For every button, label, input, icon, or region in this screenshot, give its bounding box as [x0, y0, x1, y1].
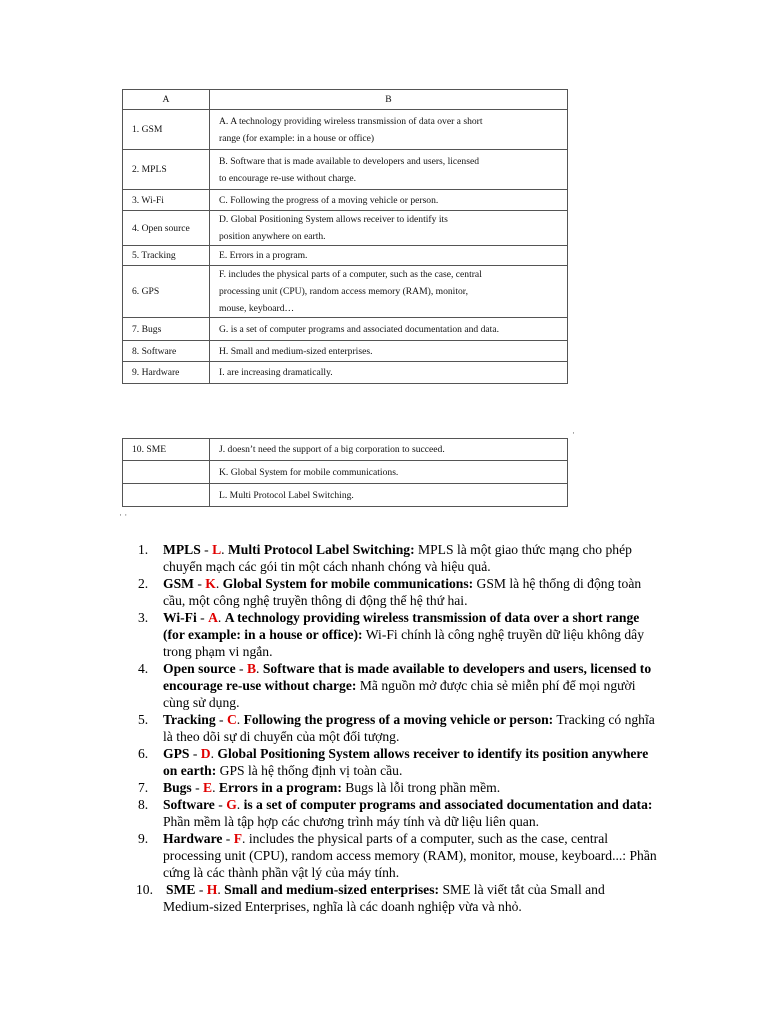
- term-cell: 6. GPS: [123, 266, 210, 318]
- term-cell: 4. Open source: [123, 211, 210, 246]
- table-row: [123, 211, 568, 246]
- answer-explanation: SME là viết tắt của Small and Medium-sized Enterprises, nghĩa là các doanh nghiệp vừa và nhỏ.: [163, 882, 605, 914]
- definition-line: I. are increasing dramatically.: [219, 367, 333, 378]
- answer-term: Hardware: [163, 831, 223, 846]
- answer-explanation: includes the physical parts of a computer, such as the case, central processing unit (CPU), random access memory (RAM), monitor, mouse, keyboard...: Phần cứng là các thành phần vật lý của máy tính.: [163, 831, 657, 880]
- answer-content: Tracking - C. Following the progress of a moving vehicle or person: Tracking có nghĩa là theo dõi sự di chuyển của một đối tượng.: [163, 712, 655, 744]
- answer-item: [138, 881, 658, 915]
- answer-letter: G: [226, 797, 237, 812]
- answer-definition: Global System for mobile communications:: [222, 576, 474, 591]
- term-cell: [123, 484, 210, 507]
- table-row: [123, 150, 568, 190]
- answer-term: Open source: [163, 661, 236, 676]
- answer-explanation: Tracking có nghĩa là theo dõi sự di chuyển của một đối tượng.: [163, 712, 655, 744]
- answer-number: 5.: [138, 712, 149, 727]
- matching-table-continued: [122, 438, 568, 507]
- answer-list: [138, 541, 658, 915]
- answer-letter: A: [208, 610, 218, 625]
- definition-line: L. Multi Protocol Label Switching.: [219, 489, 354, 501]
- answer-explanation: Mã nguồn mở được chia sẻ miễn phí để mọi người cùng sử dụng.: [163, 678, 636, 710]
- answer-number: 3.: [138, 610, 149, 625]
- definition-line: G. is a set of computer programs and associated documentation and data.: [219, 323, 499, 335]
- term-cell: 5. Tracking: [123, 246, 210, 266]
- table-row: [123, 266, 568, 318]
- answer-content: Hardware - F. includes the physical parts of a computer, such as the case, central processing unit (CPU), random access memory (RAM), monitor, mouse, keyboard...: Phần cứng là các thành phần vật lý của máy tính.: [163, 831, 657, 880]
- answer-item: [138, 830, 658, 881]
- definition-cell: [210, 150, 568, 190]
- answer-letter: D: [200, 746, 211, 761]
- term-cell: 9. Hardware: [123, 362, 210, 384]
- table-row: [123, 246, 568, 266]
- definition-line: F. includes the physical parts of a computer, such as the case, central: [219, 269, 482, 280]
- answer-explanation: Wi-Fi chính là công nghệ truyền dữ liệu không dây trong phạm vi ngắn.: [163, 627, 645, 659]
- answer-explanation: Phần mềm là tập hợp các chương trình máy tính và dữ liệu liên quan.: [163, 814, 540, 829]
- definition-line: J. doesn’t need the support of a big corporation to succeed.: [219, 444, 445, 455]
- definition-line: range (for example: in a house or office): [219, 132, 375, 144]
- answer-definition: Small and medium-sized enterprises:: [224, 882, 440, 897]
- term-cell: 7. Bugs: [123, 318, 210, 341]
- answer-letter: E: [203, 780, 213, 795]
- definition-cell: [210, 341, 568, 362]
- table-row: [123, 110, 568, 150]
- answer-number: 9.: [138, 831, 149, 846]
- answer-item: [138, 575, 658, 609]
- answer-item: [138, 779, 658, 796]
- table-row: [123, 318, 568, 341]
- column-header-b: B: [210, 90, 568, 110]
- answer-explanation: GSM là hệ thống di động toàn cầu, một công nghệ truyền thông di động thế hệ thứ hai.: [163, 576, 642, 608]
- answer-term: Tracking: [163, 712, 216, 727]
- answer-definition: is a set of computer programs and associated documentation and data:: [243, 797, 653, 812]
- answer-number: 2.: [138, 576, 149, 591]
- answer-number: 4.: [138, 661, 149, 676]
- answer-letter: H: [206, 882, 218, 897]
- definition-line: C. Following the progress of a moving vehicle or person.: [219, 194, 439, 206]
- definition-line: mouse, keyboard…: [219, 303, 295, 314]
- term-cell: 3. Wi-Fi: [123, 190, 210, 211]
- answer-number: 6.: [138, 746, 149, 761]
- answer-term: SME: [166, 882, 196, 897]
- answer-item: [138, 745, 658, 779]
- definition-cell: [210, 190, 568, 211]
- answer-number: 1.: [138, 542, 149, 557]
- answer-content: Wi-Fi - A. A technology providing wireless transmission of data over a short range (for example: in a house or office): Wi-Fi chính là công nghệ truyền dữ liệu không dây trong phạm vi ngắn.: [163, 610, 645, 659]
- answer-term: Wi-Fi: [163, 610, 197, 625]
- answer-content: GPS - D. Global Positioning System allows receiver to identify its position anywhere on earth: GPS là hệ thống định vị toàn cầu.: [163, 746, 649, 778]
- term-cell: 8. Software: [123, 341, 210, 362]
- answer-term: GSM: [163, 576, 194, 591]
- definition-line: B. Software that is made available to developers and users, licensed: [219, 155, 480, 167]
- answer-content: Software - G. is a set of computer programs and associated documentation and data: Phần mềm là tập hợp các chương trình máy tính và dữ liệu liên quan.: [163, 797, 653, 829]
- answer-content: GSM - K. Global System for mobile communications: GSM là hệ thống di động toàn cầu, một công nghệ truyền thông di động thế hệ thứ hai.: [163, 576, 642, 608]
- stray-mark: ·: [572, 428, 575, 438]
- answer-definition: A technology providing wireless transmission of data over a short range (for example: in a house or office):: [163, 610, 640, 642]
- definition-line: H. Small and medium-sized enterprises.: [219, 345, 373, 357]
- answer-definition: Global Positioning System allows receiver to identify its position anywhere on earth:: [163, 746, 649, 778]
- term-cell: 2. MPLS: [123, 150, 210, 190]
- answer-item: [138, 660, 658, 711]
- definition-cell: [210, 318, 568, 341]
- answer-explanation: MPLS là một giao thức mạng cho phép chuyển mạch các gói tin một cách nhanh chóng và hiệu quả.: [163, 542, 632, 574]
- definition-line: A. A technology providing wireless transmission of data over a short: [219, 115, 483, 127]
- answer-number: 8.: [138, 797, 149, 812]
- table-row: [123, 484, 568, 507]
- table-row: [123, 362, 568, 384]
- answer-item: [138, 609, 658, 660]
- definition-cell: [210, 461, 568, 484]
- definition-cell: [210, 266, 568, 318]
- definition-line: K. Global System for mobile communications.: [219, 466, 399, 478]
- column-header-a: A: [123, 90, 210, 110]
- answer-definition: Errors in a program:: [218, 780, 342, 795]
- answer-letter: F: [233, 831, 243, 846]
- definition-cell: [210, 110, 568, 150]
- term-cell: [123, 461, 210, 484]
- definition-cell: [210, 484, 568, 507]
- definition-line: position anywhere on earth.: [219, 231, 326, 242]
- answer-term: Software: [163, 797, 215, 812]
- answer-letter: C: [226, 712, 237, 727]
- definition-cell: [210, 439, 568, 461]
- answer-item: [138, 541, 658, 575]
- stray-mark: · ·: [119, 510, 128, 520]
- answer-explanation: GPS là hệ thống định vị toàn cầu.: [219, 763, 403, 778]
- answer-content: MPLS - L. Multi Protocol Label Switching: MPLS là một giao thức mạng cho phép chuyển mạch các gói tin một cách nhanh chóng và hiệu quả.: [163, 542, 632, 574]
- answer-content: Bugs - E. Errors in a program: Bugs là lỗi trong phần mềm.: [163, 780, 501, 795]
- answer-number: 7.: [138, 780, 149, 795]
- answer-term: MPLS: [163, 542, 201, 557]
- definition-line: processing unit (CPU), random access memory (RAM), monitor,: [219, 286, 469, 297]
- table-header-row: [123, 90, 568, 110]
- definition-cell: [210, 246, 568, 266]
- term-cell: 1. GSM: [123, 110, 210, 150]
- answer-number: 10.: [136, 882, 153, 897]
- definition-cell: [210, 211, 568, 246]
- answer-item: [138, 796, 658, 830]
- answer-definition: Multi Protocol Label Switching:: [227, 542, 415, 557]
- answer-letter: K: [205, 576, 216, 591]
- table-row: [123, 461, 568, 484]
- table-row: [123, 341, 568, 362]
- answer-letter: B: [246, 661, 257, 676]
- answer-item: [138, 711, 658, 745]
- matching-table: [122, 89, 568, 384]
- answer-definition: Software that is made available to developers and users, licensed to encourage re-use without charge:: [163, 661, 652, 693]
- answer-term: GPS: [163, 746, 190, 761]
- answer-definition: Following the progress of a moving vehicle or person:: [243, 712, 554, 727]
- answer-content: SME - H. Small and medium-sized enterprises: SME là viết tắt của Small and Medium-sized Enterprises, nghĩa là các doanh nghiệp vừa và nhỏ.: [163, 882, 605, 914]
- definition-cell: [210, 362, 568, 384]
- table-row: [123, 439, 568, 461]
- answer-content: Open source - B. Software that is made available to developers and users, licensed to encourage re-use without charge: Mã nguồn mở được chia sẻ miễn phí để mọi người cùng sử dụng.: [163, 661, 652, 710]
- answer-letter: L: [212, 542, 222, 557]
- table-row: [123, 190, 568, 211]
- definition-line: D. Global Positioning System allows receiver to identify its: [219, 214, 448, 225]
- definition-line: E. Errors in a program.: [219, 250, 308, 261]
- term-cell: 10. SME: [123, 439, 210, 461]
- answer-explanation: Bugs là lỗi trong phần mềm.: [345, 780, 501, 795]
- definition-line: to encourage re-use without charge.: [219, 172, 357, 184]
- answer-term: Bugs: [163, 780, 192, 795]
